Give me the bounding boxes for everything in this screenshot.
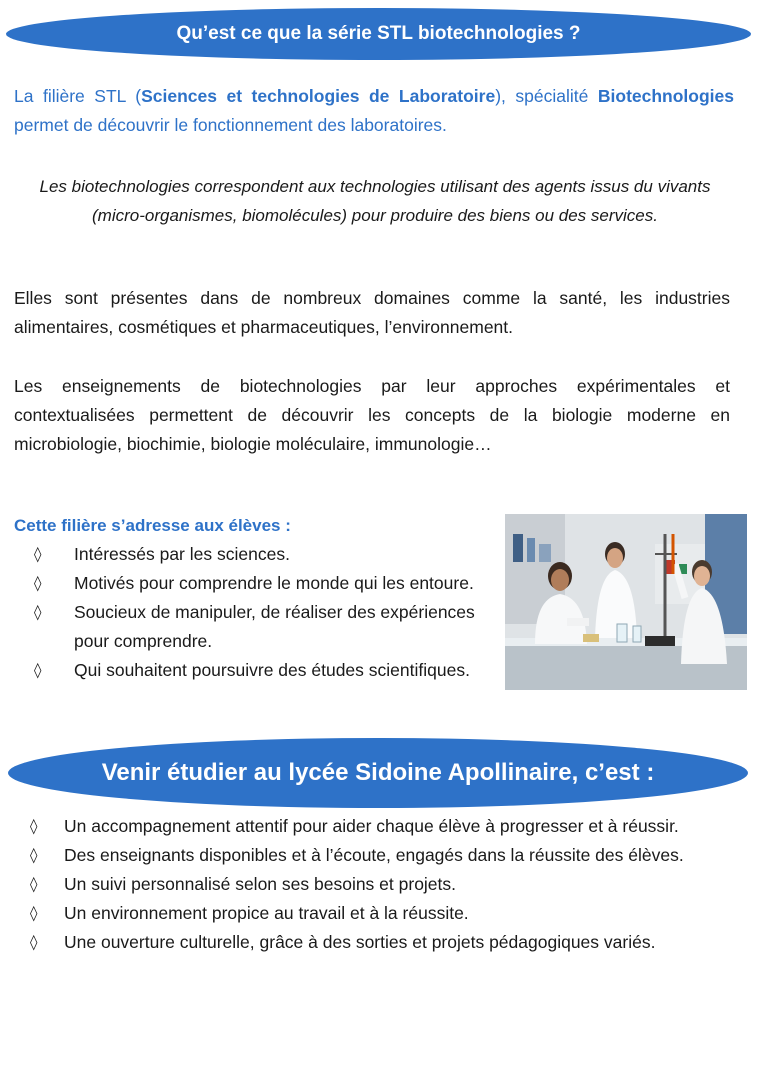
list-item-text: Un suivi personnalisé selon ses besoins et projets. bbox=[64, 874, 457, 894]
audience-list bbox=[34, 540, 484, 685]
benefits-list bbox=[30, 812, 736, 957]
teaching-paragraph: Les enseignements de biotechnologies par leur approches expérimentales et contextualisées permettent de découvrir les concepts de la biologie moderne en microbiologie, biochimie, biologie moléculaire, immunologie… bbox=[14, 376, 730, 454]
intro-bold-1: Sciences et technologies de Laboratoire bbox=[141, 86, 496, 106]
list-item bbox=[30, 812, 736, 841]
diamond-bullet-icon: ◊ bbox=[34, 545, 42, 563]
diamond-bullet-icon: ◊ bbox=[30, 933, 38, 951]
section-title-lycee-text: Venir étudier au lycée Sidoine Apollinaire, c’est : bbox=[101, 759, 655, 786]
diamond-bullet-icon: ◊ bbox=[34, 574, 42, 592]
laboratory-photo bbox=[505, 514, 747, 690]
intro-bold-2: Biotechnologies bbox=[597, 86, 734, 106]
section-title-stl-text: Qu’est ce que la série STL biotechnologies ? bbox=[176, 23, 581, 44]
diamond-bullet-icon: ◊ bbox=[34, 661, 42, 679]
section-title-lycee bbox=[8, 738, 748, 808]
list-item bbox=[34, 540, 484, 569]
list-item bbox=[30, 899, 736, 928]
section-title-stl bbox=[6, 8, 751, 60]
domains-paragraph: Elles sont présentes dans de nombreux domaines comme la santé, les industries alimentaires, cosmétiques et pharmaceutiques, l’environnement. bbox=[14, 288, 730, 337]
list-item bbox=[30, 841, 736, 870]
audience-title: Cette filière s’adresse aux élèves : bbox=[14, 516, 291, 535]
intro-text-2: ), spécialité bbox=[495, 86, 598, 106]
definition-paragraph: Les biotechnologies correspondent aux technologies utilisant des agents issus du vivants (micro-organismes, biomolécules) pour produire des biens ou des services. bbox=[39, 177, 711, 225]
diamond-bullet-icon: ◊ bbox=[30, 817, 38, 835]
intro-paragraph bbox=[14, 82, 734, 140]
diamond-bullet-icon: ◊ bbox=[30, 846, 38, 864]
diamond-bullet-icon: ◊ bbox=[30, 904, 38, 922]
list-item bbox=[30, 870, 736, 899]
list-item bbox=[30, 928, 736, 957]
list-item-text: Un environnement propice au travail et à la réussite. bbox=[64, 903, 469, 923]
intro-text-3: permet de découvrir le fonctionnement des laboratoires. bbox=[14, 115, 447, 135]
list-item-text: Qui souhaitent poursuivre des études scientifiques. bbox=[74, 660, 470, 680]
list-item-text: Un accompagnement attentif pour aider chaque élève à progresser et à réussir. bbox=[64, 816, 679, 836]
diamond-bullet-icon: ◊ bbox=[34, 603, 42, 621]
list-item bbox=[34, 598, 484, 656]
list-item-text: Des enseignants disponibles et à l’écoute, engagés dans la réussite des élèves. bbox=[64, 845, 684, 865]
list-item-text: Motivés pour comprendre le monde qui les entoure. bbox=[74, 573, 474, 593]
list-item-text: Intéressés par les sciences. bbox=[74, 544, 290, 564]
diamond-bullet-icon: ◊ bbox=[30, 875, 38, 893]
intro-text-1: La filière STL ( bbox=[14, 86, 142, 106]
list-item-text: Soucieux de manipuler, de réaliser des expériences pour comprendre. bbox=[74, 602, 475, 651]
list-item-text: Une ouverture culturelle, grâce à des sorties et projets pédagogiques variés. bbox=[64, 932, 656, 952]
laboratory-photo-icon bbox=[505, 514, 747, 690]
list-item bbox=[34, 569, 484, 598]
